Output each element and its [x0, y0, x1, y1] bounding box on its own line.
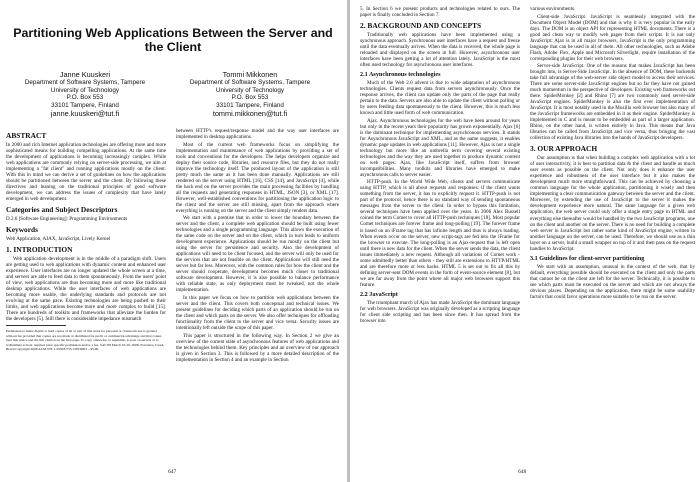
paragraph: In this paper we focus on how to partition web applications between the server and the client. This covers both conceptual and technical issues. We present guidelines for deciding which parts of an application should be run on the client and which parts on the server. We also offer techniques for offloading functionality from the client to the server and vice versa. Security issues are intentionally left outside the scope of this paper. — [176, 294, 339, 331]
author-email: tommi.mikkonen@tut.fi — [212, 109, 288, 119]
paragraph: Most of the current web frameworks focus on simplifying the implementation and maintenance of web applications by providing a set of tools and conventions for the developers. The helps developers organize and deploy their source code, libraries, and resource files, but they do not really improve the technology itself. The produced layout of the application is still pretty much the same as it has been done manually. Applications are still rendered on the server using HTML [16], CSS [14], and JavaScript [4], while the back end on the server provides the main processing facilities by handling all the requests and generating responses in HTML, JSON [3], or XML [17]. However, well-established conventions for partitioning the application logic to the client and the server are still missing, apart from the approach where everything is running on the server and the client simply renders data. — [176, 141, 339, 214]
paragraph: various environments. — [530, 6, 576, 12]
right-column-2 — [530, 6, 695, 301]
guidelines-heading: 3.1 Guidelines for client-server partitioning — [530, 254, 645, 262]
paragraph: This paper is structured in the following way. In Section 2 we give an overview of the current state of asynchronous features of web applications and the technologies behind them. Key principles and an overview of our approach is given in Section 3. This is followed by a more detailed description of the implementation in Section 4 and an example in Section — [176, 332, 339, 363]
paper-title: Partitioning Web Applications Between the Server and the Client — [13, 26, 333, 54]
approach-heading: 3. OUR APPROACH — [530, 144, 598, 154]
paragraph: 5. In Section 6 we present products and technologies related to ours. The paper is finally concluded in Section 7. — [360, 6, 520, 19]
author-pobox: P.O. Box 553 — [231, 94, 269, 102]
keywords-text: Web Application, AJAX, JavaScript, Lively Kernel — [6, 236, 111, 243]
author-city: 33101 Tampere, Finland — [216, 101, 284, 109]
paragraph: Our assumption is that when building a complex web application with a lot of user interactivity, it is best to partition data & the client and handle as much user events as possible on the client. Not only does it enhance the user experience and robustness of the user interface but it also makes the development much more straightforward. This can be achieved by choosing a common language for the whole application, partitioning it wisely and then implementing a clear communication gateway between the server and the client. Moreover, by extending the use of JavaScript to the server it makes the development experience more natural. The same language for a given web application, the web server could only offer a single entry page in HTML and everything else thereafter would be handled by the two JavaScript programs, one on the client and another on the server. There is no need for building a complete web server in JavaScript but rather some kind of JavaScript engine, written in another language on the server, can be used. Therefore, we should use as a thin layer on a server, build a small wrapper on top of it and then pass on the request handles to JavaScript. — [530, 155, 695, 252]
footnote-text: Permission to make digital or hard copies of all or part of this work for personal or classroom use is granted without fee provided that copies are not made or distributed for profit or commercial advantage and that copies bear this notice and the full citation on the first page. To copy otherwise, to republish, to post on servers or to redistribute to lists, requires prior specific permission and/or a fee. SAC'08 March 16-20, 2008, Fortaleza, Ceará, Brazil Copyright 2008 ACM 978-1-59593-753-7/08/0003 ...$5.00. — [6, 329, 165, 351]
keywords-heading: Keywords — [6, 225, 39, 235]
paragraph: Traditionally web applications have been implemented using a synchronous approach. Synchronous user interfaces have a request and freeze until the data eventually arrives. When the data is received, the whole page is reloaded and displayed on the screen in full. However, asynchronous user interfaces have been getting a lot of attention lately. JavaScript is the most often used technology for asynchronous user interfaces. — [360, 32, 520, 69]
categories-text: D.2.6 [Software Engineering]: Programming Environments — [6, 216, 128, 223]
paragraph: between HTTP's request/response model and the way user interfaces are implemented in desktop applications. — [176, 128, 339, 141]
paragraph: Server-side JavaScript. One of the reasons that makes JavaScript has been brought into, is Server-Side JavaScript. In the absence of DOM, these backends take full advantage of the web-server side object model to access their services. There are some server-side JavaScript engines but so far they have not gained much momentum in the perspective of developers. Existing web frameworks out there. SpiderMonkey [2] and Rhino [7] are two commonly used server-side JavaScript engines. SpiderMonkey is also the first ever implementation of JavaScript. It is most notably used in the Mozilla web browser but also many of the JavaScript frameworks are embedded in it as their engine. SpiderMonkey is implemented in C and is meant to be embedded as part of a larger application. Rhino, on the other hand, is written entirely in Java. This means that Java libraries can be called from JavaScript and vice versa, thus bringing the vast collection of existing Java libraries into the hands of JavaScript developers. — [530, 63, 695, 142]
left-column-2 — [176, 128, 339, 364]
page-number: 647 — [168, 469, 177, 475]
paragraph: We start with an assumption, unusual in the context of the web, that by default, everything possible should be executed on the client and only the parts that cannot be on the client are left for the server. Technically, it is possible to see which parts must be executed on the server and which are not always the obvious places. Depending on the application, there might be some usability factors that could favor operations more suitable to be run on the server. — [530, 263, 695, 300]
author-city: 33101 Tampere, Finland — [51, 101, 119, 109]
page-left — [0, 0, 347, 482]
author-univ: University of Technology — [215, 86, 285, 94]
async-heading: 2.1 Asynchronous technologies — [360, 71, 441, 79]
abstract-heading: ABSTRACT — [6, 131, 47, 140]
author-univ: University of Technology — [50, 86, 120, 94]
footnote-rule — [6, 325, 66, 326]
right-column-1 — [360, 6, 520, 325]
paragraph: Ajax. Asynchronous technologies for the web have been around for years but only in the recent years their popularity has grown exponentially. Ajax [6] is the dominant technique for implementing asynchronous services. It stands for Asynchronous JavaScript and XML, and as the name suggests, it enables dynamic page updates in web applications [11]. However, Ajax is not a single technology but more like an umbrella term covering several existing technologies and the way they are used together to produce dynamic content on web pages. Ajax, like JavaScript itself, suffers from browser incompatibilities. Many toolkits and libraries have emerged to make asynchronous calls to server easier. — [360, 117, 520, 178]
author-name: Tommi Mikkonen — [222, 70, 278, 79]
paragraph: Much of the Web 2.0 advent is due to wide adaptation of asynchronous technologies. Clients request data from servers asynchronously. Once the response arrives, the client can update only the parts of the page that really pertain to the data. Servers are also able to update the client without polling or by users feeding data spontaneously to the client. However, this is much less known and little used form of web communication. — [360, 80, 520, 117]
left-column-1 — [6, 128, 166, 351]
author-dept: Department of Software Systems, Tampere — [24, 79, 146, 86]
intro-heading: 1. INTRODUCTION — [6, 245, 73, 255]
paragraph: We start with a premise that in order to lower the boundary between the server and the client, a complete web application should be built using fewer technologies and a single programming language. This allows the execution of the same code on the server and on the client, which in turn leads to uniform development experience. Applications should be run mostly on the client but using the server for persistence and security. Also the development of applications will need to be client focused, and the server will only be used for the services that are not feasible on the client. Applications will still need the server but far less. Moreover, with the common rules for how the client and the server should cooperate, development becomes much closer to traditional software development. However, it is also possible to balance performance with reliable state, as only deployment must be tweaked, not the whole implementation. — [176, 215, 339, 294]
categories-heading: Categories and Subject Descriptors — [6, 205, 118, 215]
paragraph: The triumphant march of Ajax has made JavaScript the dominant language for web browsers. JavaScript was originally developed as a scripting language for client side scripting and has been since then. It has spread from the browser into — [360, 299, 520, 324]
author-block-2 — [175, 70, 325, 119]
author-pobox: P.O. Box 553 — [66, 94, 104, 102]
intro-text: Web application development is in the middle of a paradigm shift. Users are getting used to web applications with dynamic content and enhanced user experience. User interfaces are no longer updated the whole screen at a time, and servers are able to feed data to them spontaneously. From the users' point of view, web applications are thus becoming more and more like traditional desktop applications. While the user interfaces of web applications are becoming more usable, the underlying standards and protocols are not evolving at the same pace. Existing technologies are being pushed to their limits, and web applications become more and more complex to build [15]. There are hundreds of toolkits and frameworks that alleviate the burden for the developers [5]. Still there is considerable impedance mismatch — [6, 256, 166, 323]
background-heading: 2. BACKGROUND AND CONCEPTS — [360, 21, 482, 31]
page-number: 648 — [518, 469, 527, 475]
author-block-1 — [10, 70, 160, 119]
author-email: janne.kuuskeri@tut.fi — [50, 109, 120, 119]
paragraph: Client-side JavaScript. JavaScript is seamlessly integrated with the Document Object Model (DOM) and that is why it is very popular in the early days. The DOM is an object API for representing HTML documents. There is a good and clean way to modify web pages from their scripts. It is not only JavaScript: Ajax is in all major browsers, JavaScript is the only programming language that can be used in all of them. All other technologies, such as Adobe Flash, Adobe Flex, Apple and Microsoft Silverlight, require installation of the corresponding plugins for their web browsers. — [530, 13, 695, 62]
author-dept: Department of Software Systems, Tampere — [189, 79, 311, 86]
paragraph: HTTP-push. In the World Wide Web, clients and servers communicate using HTTP, which is all about requests and responses: if the client wants something from the server, it has to explicitly request it. HTTP-push is not part of the protocol, hence there is no standard way of sending spontaneous messages from the server to the client. In order to bypass this limitation, several techniques have been applied over the years. In 2006 Alex Russell coined the term Comet to cover all HTTP-push techniques [18]. Most popular Comet techniques are forever frame and long-polling [19]. The forever frame is based on an iFrame tag that has infinite length and thus is always loading. When events occur on the server, new script-tags are fed into the iFrame for the browser to execute. The long-polling is an Ajax-request that is left open until there is new data for the client. When the server sends the data, the client issues immediately a new request. Although all variations of Comet work - some admittedly better than others - they still are extensions to HTTP/HTML and are therefore more or less hacks. HTML 5 is set out to fix all this by defining server-sent DOM events in the form of event-source element [8], but we are far away from the point where all major web browsers support this feature. — [360, 179, 520, 288]
copyright-footnote — [6, 329, 166, 351]
page-right — [350, 0, 699, 482]
javascript-heading: 2.2 JavaScript — [360, 290, 398, 298]
abstract-text: In 2000 and rich Internet application technologies are offering more and more sophisticated means for building compelling applications. At the same time the development of applications is becoming increasingly complex. While web applications are commonly relying on server-side processing, we aim at implementing a "fat client" and running applications mostly on the client. With this in mind we can derive a set of guidelines on how the applications should be partitioned between the server and the client. By following these directives and leaning on the traditional principles of good software development, we can address the issues of complexity that have lately emerged in web development. — [6, 142, 166, 203]
author-name: Janne Kuuskeri — [59, 70, 111, 79]
